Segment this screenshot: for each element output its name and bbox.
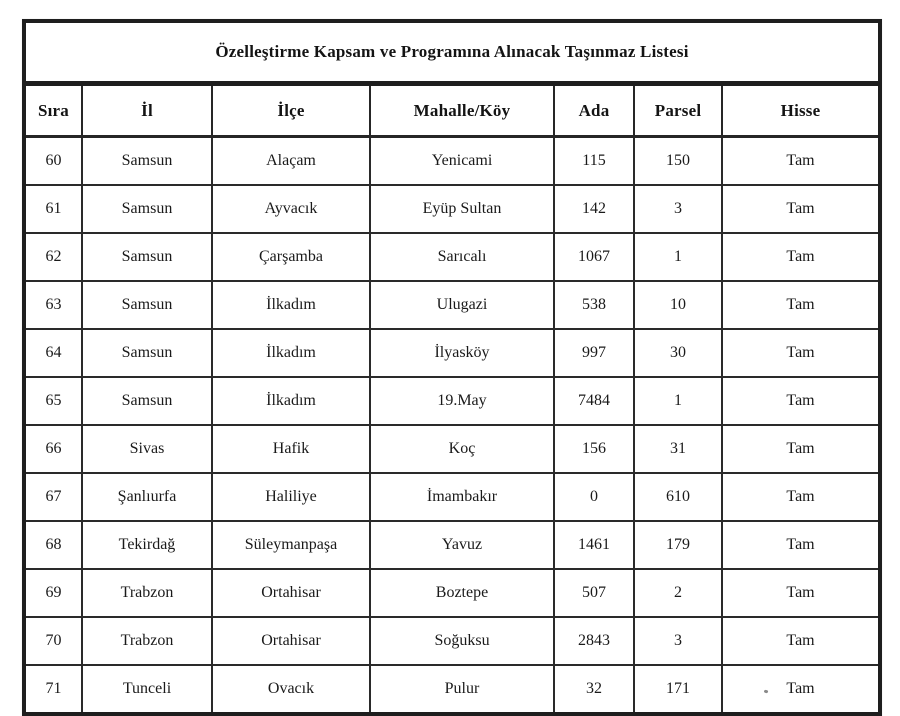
table-cell: Tam xyxy=(722,665,880,714)
table-cell: 1 xyxy=(634,233,722,281)
table-cell: Tekirdağ xyxy=(82,521,212,569)
table-cell: 64 xyxy=(24,329,82,377)
table-cell: Süleymanpaşa xyxy=(212,521,370,569)
table-cell: 63 xyxy=(24,281,82,329)
table-cell: Samsun xyxy=(82,233,212,281)
table-row xyxy=(24,473,880,521)
table-cell: 7484 xyxy=(554,377,634,425)
table-cell: Pulur xyxy=(370,665,554,714)
table-cell: 3 xyxy=(634,617,722,665)
table-cell: Ortahisar xyxy=(212,617,370,665)
table-cell: 156 xyxy=(554,425,634,473)
table-cell: 30 xyxy=(634,329,722,377)
table-cell: 171 xyxy=(634,665,722,714)
table-cell: Ortahisar xyxy=(212,569,370,617)
table-cell: 0 xyxy=(554,473,634,521)
table-cell: 507 xyxy=(554,569,634,617)
table-cell: İlkadım xyxy=(212,329,370,377)
table-cell: Yenicami xyxy=(370,137,554,186)
table-cell: Tam xyxy=(722,617,880,665)
table-row xyxy=(24,425,880,473)
table-row xyxy=(24,569,880,617)
table-cell: Samsun xyxy=(82,281,212,329)
table-cell: 70 xyxy=(24,617,82,665)
table-cell: Trabzon xyxy=(82,617,212,665)
table-cell: Samsun xyxy=(82,137,212,186)
table-cell: Tam xyxy=(722,521,880,569)
table-cell: 150 xyxy=(634,137,722,186)
table-body xyxy=(24,137,880,715)
table-row xyxy=(24,665,880,714)
table-cell: 997 xyxy=(554,329,634,377)
table-cell: İlkadım xyxy=(212,281,370,329)
table-cell: Trabzon xyxy=(82,569,212,617)
table-row xyxy=(24,329,880,377)
table-cell: Şanlıurfa xyxy=(82,473,212,521)
table-cell: 32 xyxy=(554,665,634,714)
column-header-4: Ada xyxy=(554,84,634,137)
table-cell: Tam xyxy=(722,425,880,473)
table-cell: 1461 xyxy=(554,521,634,569)
table-cell: 2 xyxy=(634,569,722,617)
table-cell: Tam xyxy=(722,185,880,233)
table-cell: 65 xyxy=(24,377,82,425)
table-cell: Tam xyxy=(722,569,880,617)
column-header-6: Hisse xyxy=(722,84,880,137)
table-header-row xyxy=(24,84,880,137)
table-cell: Boztepe xyxy=(370,569,554,617)
table-row xyxy=(24,377,880,425)
table-cell: İmambakır xyxy=(370,473,554,521)
table-cell: 62 xyxy=(24,233,82,281)
table-cell: Çarşamba xyxy=(212,233,370,281)
table-title-row xyxy=(24,21,880,84)
table-cell: 67 xyxy=(24,473,82,521)
table-row xyxy=(24,617,880,665)
table-cell: İlyasköy xyxy=(370,329,554,377)
table-cell: 179 xyxy=(634,521,722,569)
table-cell: Tam xyxy=(722,281,880,329)
table-cell: 538 xyxy=(554,281,634,329)
table-cell: Samsun xyxy=(82,329,212,377)
table-row xyxy=(24,185,880,233)
table-cell: 69 xyxy=(24,569,82,617)
table-cell: Ayvacık xyxy=(212,185,370,233)
table-row xyxy=(24,521,880,569)
table-cell: İlkadım xyxy=(212,377,370,425)
table-cell: Tam xyxy=(722,377,880,425)
column-header-2: İlçe xyxy=(212,84,370,137)
table-cell: 60 xyxy=(24,137,82,186)
column-header-0: Sıra xyxy=(24,84,82,137)
table-cell: Tam xyxy=(722,137,880,186)
table-title: Özelleştirme Kapsam ve Programına Alınacak Taşınmaz Listesi xyxy=(24,21,880,84)
table-cell: Samsun xyxy=(82,185,212,233)
table-cell: 142 xyxy=(554,185,634,233)
table-cell: Yavuz xyxy=(370,521,554,569)
table-cell: Sarıcalı xyxy=(370,233,554,281)
table-cell: Tunceli xyxy=(82,665,212,714)
column-header-3: Mahalle/Köy xyxy=(370,84,554,137)
table-cell: Tam xyxy=(722,329,880,377)
table-cell: 1 xyxy=(634,377,722,425)
table-cell: Hafik xyxy=(212,425,370,473)
table-cell: Ulugazi xyxy=(370,281,554,329)
table-cell: 71 xyxy=(24,665,82,714)
table-cell: Tam xyxy=(722,473,880,521)
table-cell: 61 xyxy=(24,185,82,233)
tasinmaz-listesi-table xyxy=(22,19,882,716)
table-row xyxy=(24,233,880,281)
table-cell: 115 xyxy=(554,137,634,186)
table-cell: Soğuksu xyxy=(370,617,554,665)
table-cell: 19.May xyxy=(370,377,554,425)
table-cell: Koç xyxy=(370,425,554,473)
table-cell: Ovacık xyxy=(212,665,370,714)
table-cell: Alaçam xyxy=(212,137,370,186)
table-cell: 1067 xyxy=(554,233,634,281)
column-header-1: İl xyxy=(82,84,212,137)
table-cell: Eyüp Sultan xyxy=(370,185,554,233)
table-row xyxy=(24,281,880,329)
table-cell: Tam xyxy=(722,233,880,281)
table-cell: Haliliye xyxy=(212,473,370,521)
table-cell: 2843 xyxy=(554,617,634,665)
table-cell: 31 xyxy=(634,425,722,473)
table-cell: 10 xyxy=(634,281,722,329)
table-cell: 610 xyxy=(634,473,722,521)
table-cell: Samsun xyxy=(82,377,212,425)
column-header-5: Parsel xyxy=(634,84,722,137)
table-cell: 3 xyxy=(634,185,722,233)
table-cell: 68 xyxy=(24,521,82,569)
table-row xyxy=(24,137,880,186)
table-cell: 66 xyxy=(24,425,82,473)
table-cell: Sivas xyxy=(82,425,212,473)
